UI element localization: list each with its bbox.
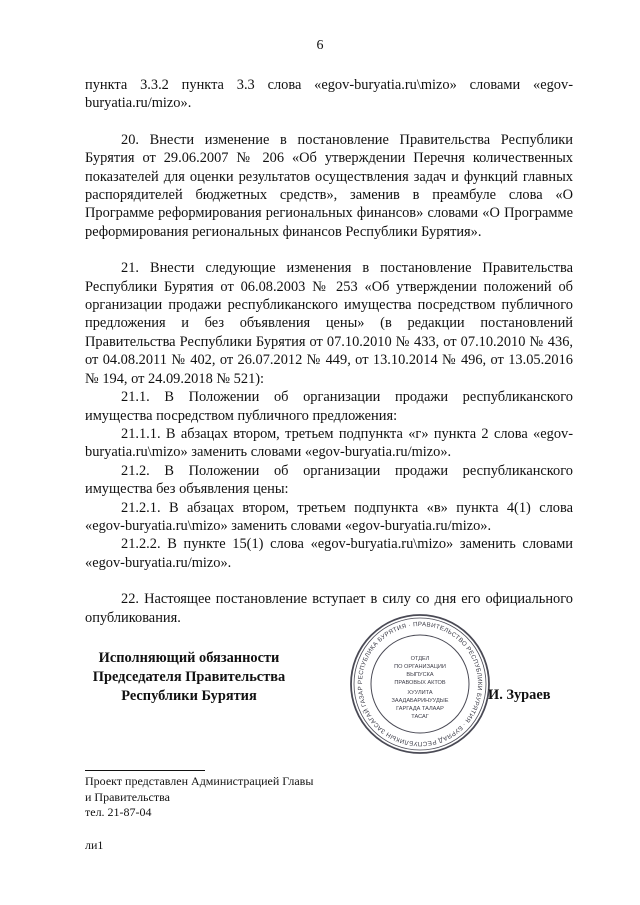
seal-line: ХУУЛИТА (407, 690, 433, 696)
paragraph-21-2-1: 21.2.1. В абзацах втором, третьем подпункта «в» пункта 4(1) слова «egov-buryatia.ru\mizo» заменить словами «egov-buryatia.ru/mizo». (85, 499, 573, 534)
paragraph-20: 20. Внести изменение в постановление Правительства Республики Бурятия от 29.06.2007 № 206 «Об утверждении Перечня количественных показателей для оценки результатов осуществления задач и функций главных распорядителей бюджетных средств», заменив в преамбуле слова «О Программе реформирования региональных финансов» словами «О Программе реформирования региональных финансов Республики Бурятия». (85, 131, 573, 240)
footnote (85, 774, 385, 821)
paragraph-22: 22. Настоящее постановление вступает в силу со дня его официального опубликования. (85, 591, 573, 626)
executor-initials: ли1 (85, 838, 104, 852)
signatory-title-line: Председателя Правительства (92, 669, 286, 685)
signer-name: И. Зураев (488, 687, 551, 703)
seal-line: ПРАВОВЫХ АКТОВ (394, 680, 446, 686)
footnote-line: Проект представлен Администрацией Главы (85, 774, 314, 788)
paragraph-21-2-2: 21.2.2. В пункте 15(1) слова «egov-buryatia.ru\mizo» заменить словами «egov-buryatia.ru/mizo». (85, 536, 573, 571)
signatory-title-line: Республики Бурятия (121, 688, 257, 704)
seal-line: ЗААДАБАРИНУУДЫЕ (391, 698, 449, 704)
footnote-divider (85, 770, 205, 771)
signatory-title-line: Исполняющий обязанности (98, 650, 280, 666)
paragraph-21-1: 21.1. В Положении об организации продажи республиканского имущества посредством публичного предложения: (85, 389, 573, 424)
footnote-line: тел. 21-87-04 (85, 805, 152, 820)
seal-line: ОТДЕЛ (410, 656, 430, 662)
paragraph-21: 21. Внести следующие изменения в постановление Правительства Республики Бурятия от 06.08.2003 № 253 «Об утверждении положений об организации продажи республиканского имущества посредством публичного предложения и без объявления цены» (в редакции постановлений Правительства Республики Бурятия от 07.10.2010 № 433, от 07.10.2010 № 436, от 04.08.2011 № 402, от 26.07.2012 № 449, от 13.10.2014 № 496, от 13.05.2016 № 194, от 24.09.2018 № 521): (85, 260, 573, 387)
seal-line: ПО ОРГАНИЗАЦИИ (394, 664, 446, 670)
seal-center-text (392, 656, 449, 720)
footnote-line: и Правительства (85, 789, 170, 804)
seal-line: ГАРГАДА ТАЛААР (396, 706, 444, 712)
paragraph-21-2: 21.2. В Положении об организации продажи республиканского имущества без объявления цены: (85, 462, 573, 498)
paragraph-continuation: пункта 3.3.2 пункта 3.3 слова «egov-buryatia.ru\mizo» словами «egov-buryatia.ru/mizo». (85, 77, 573, 112)
document-body (85, 76, 573, 627)
paragraph-21-1-1: 21.1.1. В абзацах втором, третьем подпункта «г» пункта 2 слова «egov-buryatia.ru\mizo» заменить словами «egov-buryatia.ru/mizo». (85, 425, 573, 461)
page-number: 6 (316, 38, 324, 53)
seal-outer-text: РЕСПУБЛИКА БУРЯТИЯ · ПРАВИТЕЛЬСТВО РЕСПУБЛИКИ БУРЯТИЯ · БУРЯАД РЕСПУБЛИКЫН ЗАСАГАЙ ГАЗАР (356, 620, 484, 748)
seal-line: ТАСАГ (411, 714, 429, 720)
seal-line: ВЫПУСКА (406, 672, 434, 678)
official-seal (348, 612, 492, 756)
signatory-title (85, 649, 293, 706)
